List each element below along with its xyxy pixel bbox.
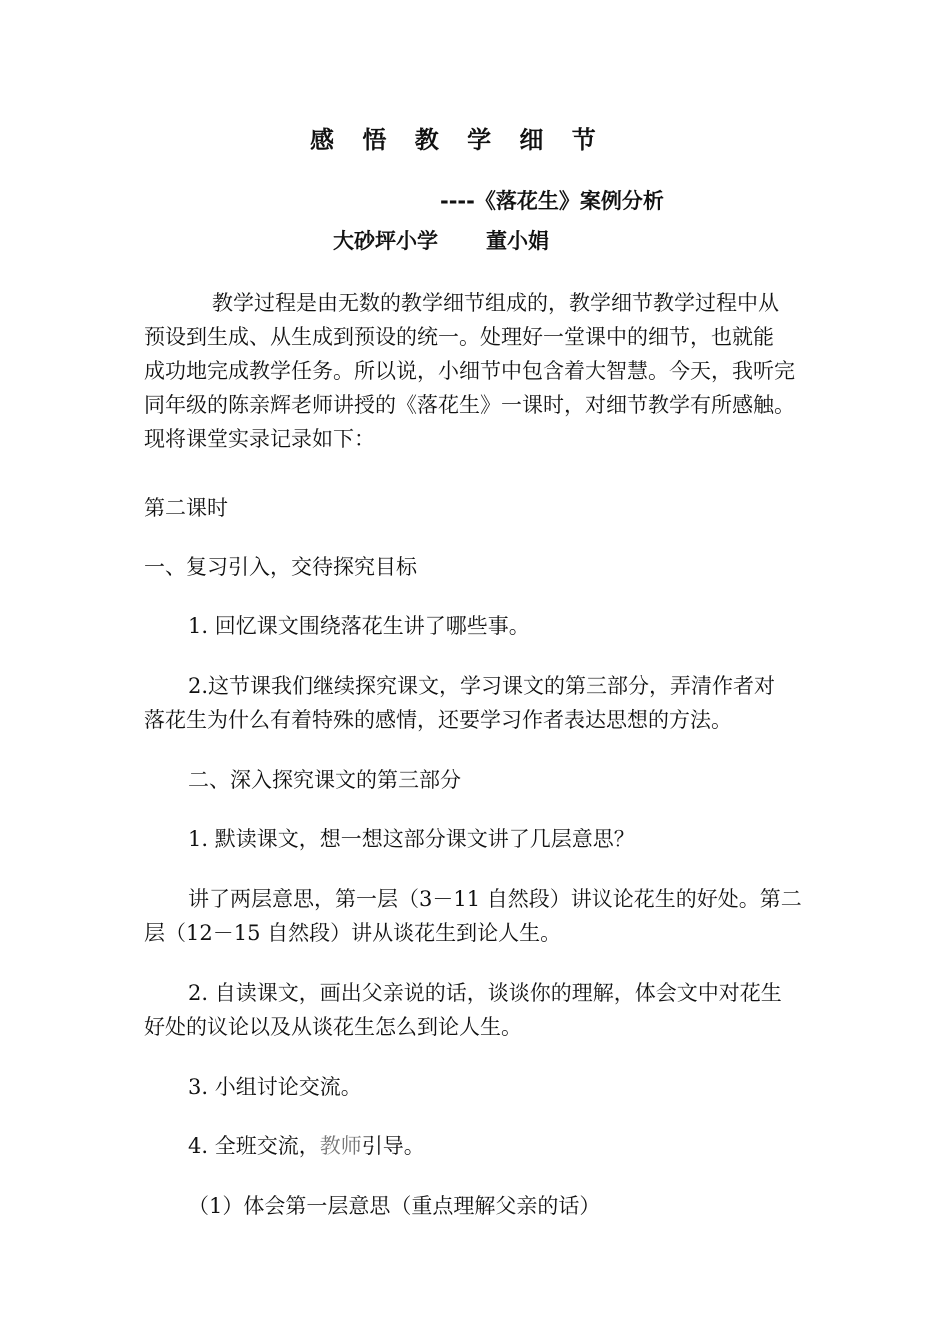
list-item-continuation: 落花生为什么有着特殊的感情，还要学习作者表达思想的方法。: [144, 708, 732, 732]
intro-line: 同年级的陈亲辉老师讲授的《落花生》一课时，对细节教学有所感触。: [144, 393, 795, 417]
list-item: 2.这节课我们继续探究课文，学习课文的第三部分，弄清作者对: [188, 674, 776, 698]
list-item: 3. 小组讨论交流。: [188, 1075, 362, 1099]
author-school: 大砂坪小学: [333, 229, 438, 253]
author-line: [333, 224, 549, 258]
section-heading: 一、复习引入，交待探究目标: [144, 555, 417, 579]
document-title: 感 悟 教 学 细 节: [310, 126, 606, 154]
list-item: 2. 自读课文，画出父亲说的话，谈谈你的理解，体会文中对花生: [188, 981, 782, 1005]
list-item: 1. 回忆课文围绕落花生讲了哪些事。: [188, 614, 530, 638]
list-item: [188, 1129, 425, 1163]
list-item-continuation: 好处的议论以及从谈花生怎么到论人生。: [144, 1015, 522, 1039]
section-heading: 二、深入探究课文的第三部分: [188, 768, 461, 792]
intro-line: 成功地完成教学任务。所以说，小细节中包含着大智慧。今天，我听完: [144, 359, 795, 383]
highlighted-term: 教师: [319, 1134, 362, 1158]
intro-line: 现将课堂实录记录如下：: [144, 427, 375, 451]
list-item: 1. 默读课文，想一想这部分课文讲了几层意思？: [188, 827, 635, 851]
answer-paragraph-continuation: 层（12－15 自然段）讲从谈花生到论人生。: [144, 921, 562, 945]
intro-line: 预设到生成、从生成到预设的统一。处理好一堂课中的细节，也就能: [144, 325, 774, 349]
answer-paragraph: 讲了两层意思，第一层（3－11 自然段）讲议论花生的好处。第二: [188, 887, 802, 911]
sub-item: （1）体会第一层意思（重点理解父亲的话）: [188, 1194, 601, 1218]
list-item-text: 引导。: [361, 1134, 425, 1158]
list-item-text: 4. 全班交流，: [188, 1134, 320, 1158]
intro-line: 教学过程是由无数的教学细节组成的，教学细节教学过程中从: [212, 291, 779, 315]
lesson-heading: 第二课时: [144, 496, 228, 520]
author-name: 董小娟: [486, 229, 549, 253]
document-subtitle: ----《落花生》案例分析: [440, 189, 664, 213]
